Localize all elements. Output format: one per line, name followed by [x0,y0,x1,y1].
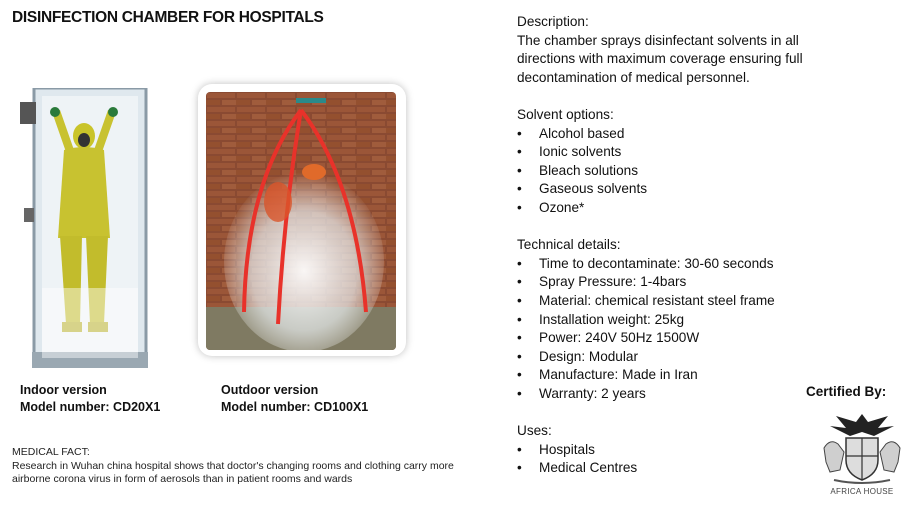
indoor-version-label: Indoor version [20,383,107,397]
outdoor-chamber-image [206,92,396,350]
technical-details-heading: Technical details: [517,237,621,253]
africa-house-logo [816,408,906,498]
list-item: • Material: chemical resistant steel frame [517,292,827,311]
uses-list [517,441,827,478]
list-item: • Spray Pressure: 1-4bars [517,273,827,292]
solvent-options-heading: Solvent options: [517,106,614,122]
logo-text: AFRICA HOUSE [830,487,894,496]
crest-icon [816,408,906,486]
uses-heading: Uses: [517,423,552,439]
list-item: • Installation weight: 25kg [517,311,827,330]
technical-details-list [517,255,827,404]
list-item: • Time to decontaminate: 30-60 seconds [517,255,827,274]
list-item: • Medical Centres [517,459,827,478]
outdoor-caption [221,382,368,416]
list-item: • Bleach solutions [517,162,827,181]
certified-by-label: Certified By: [806,384,887,399]
list-item: • Manufacture: Made in Iran [517,366,827,385]
indoor-chamber-image [20,88,148,368]
solvent-options-list [517,125,827,218]
list-item: • Ozone* [517,199,827,218]
outdoor-model-number: Model number: CD100X1 [221,400,369,414]
list-item: • Gaseous solvents [517,180,827,199]
list-item: • Design: Modular [517,348,827,367]
medical-fact-text: Research in Wuhan china hospital shows that doctor's changing rooms and clothing carry more airborne corona virus in form of aerosols than in patient rooms and wards [12,459,454,485]
list-item: • Power: 240V 50Hz 1500W [517,329,827,348]
medical-fact-heading: MEDICAL FACT: [12,446,90,458]
details-panel [517,13,827,478]
solvent-options-section [517,106,827,218]
description-heading: Description: [517,14,589,29]
indoor-caption [20,382,160,416]
page-title: DISINFECTION CHAMBER FOR HOSPITALS [12,9,324,26]
outdoor-version-label: Outdoor version [221,383,319,397]
description-section [517,13,827,87]
technical-details-section [517,236,827,403]
uses-section [517,422,827,478]
list-item: • Hospitals [517,441,827,460]
indoor-model-number: Model number: CD20X1 [20,400,161,414]
medical-fact [12,446,472,487]
list-item: • Warranty: 2 years [517,385,827,404]
outdoor-chamber-photo-frame [198,84,406,356]
list-item: • Ionic solvents [517,143,827,162]
list-item: • Alcohol based [517,125,827,144]
description-text: The chamber sprays disinfectant solvents in all directions with maximum coverage ensuring full decontamination of medical personnel. [517,32,803,85]
